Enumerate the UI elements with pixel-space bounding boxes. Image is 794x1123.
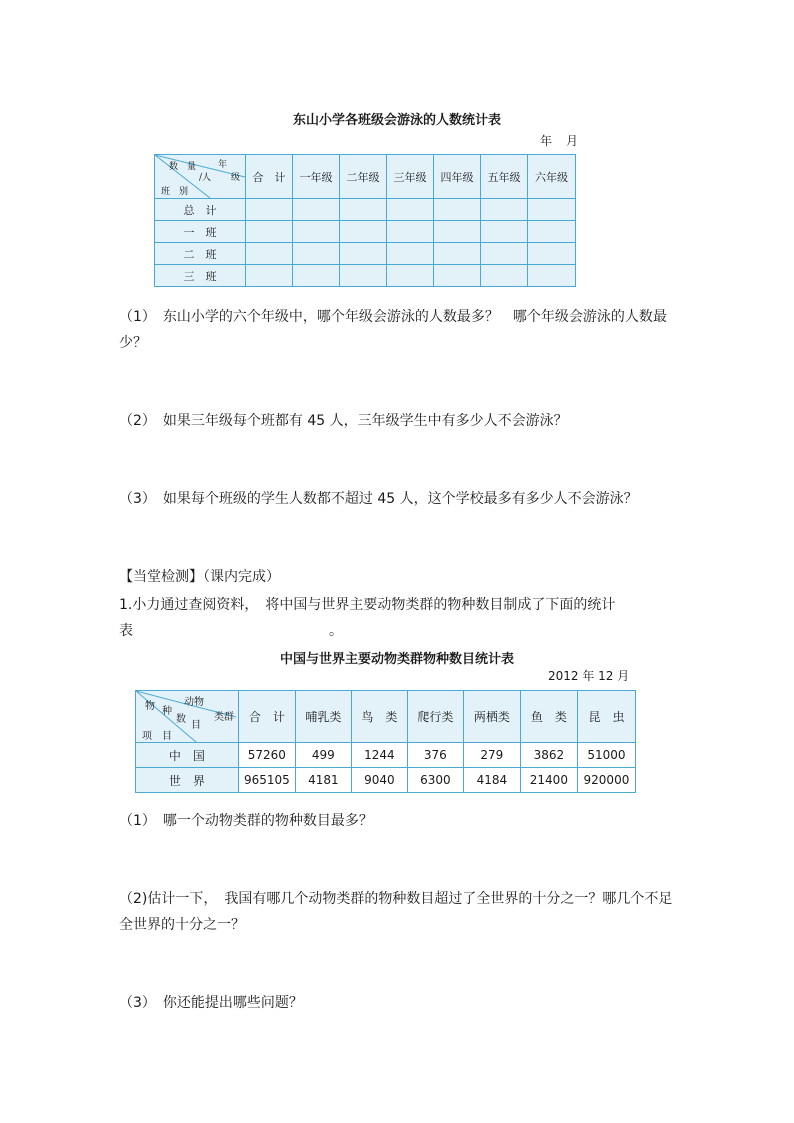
table-cell: 3862 [520, 743, 577, 768]
row-header: 中 国 [136, 743, 239, 768]
corner-label: 物 [145, 701, 155, 712]
section-heading: 【当堂检测】（课内完成） [119, 569, 280, 585]
column-header: 鱼 类 [520, 691, 577, 743]
question-4: （1） 哪一个动物类群的物种数目最多？ [119, 813, 373, 829]
table2-title: 中国与世界主要动物类群物种数目统计表 [279, 652, 514, 667]
table-row [155, 243, 576, 265]
corner-label: 种 [162, 706, 172, 717]
column-header: 哺乳类 [295, 691, 351, 743]
column-header: 合 计 [246, 155, 293, 199]
table1-date: 年 月 [540, 134, 580, 148]
table-row [155, 265, 576, 287]
table-cell: 6300 [407, 768, 463, 793]
table-cell: 1244 [351, 743, 407, 768]
table1-title: 东山小学各班级会游泳的人数统计表 [292, 113, 501, 128]
corner-label: /人 [199, 173, 212, 183]
question-5: （2)估计一下， 我国有哪几个动物类群的物种数目超过了全世界的十分之一？哪几个不足全世界的十分之一？ [119, 891, 673, 933]
question-2: （2） 如果三年级每个班都有 45 人，三年级学生中有多少人不会游泳？ [119, 413, 568, 429]
swimming-stats-table [154, 154, 576, 287]
column-header: 鸟 类 [351, 691, 407, 743]
table-cell: 21400 [520, 768, 577, 793]
table-row [136, 768, 636, 793]
corner-label: 项 目 [142, 731, 172, 742]
table2-corner-cell [136, 691, 239, 743]
row-header: 世 界 [136, 768, 239, 793]
row-header: 三 班 [155, 265, 246, 287]
table-cell: 9040 [351, 768, 407, 793]
question-1: （1） 东山小学的六个年级中，哪个年级会游泳的人数最多？ 哪个年级会游泳的人数最少？ [119, 309, 667, 351]
column-header: 四年级 [434, 155, 481, 199]
column-header: 二年级 [340, 155, 387, 199]
species-stats-table [135, 690, 636, 793]
column-header: 六年级 [528, 155, 576, 199]
question-6: （3） 你还能提出哪些问题？ [119, 995, 303, 1011]
corner-label: 级 [231, 173, 241, 183]
column-header: 合 计 [238, 691, 295, 743]
column-header: 三年级 [387, 155, 434, 199]
table-cell: 57260 [238, 743, 295, 768]
row-header: 一 班 [155, 221, 246, 243]
table-row [155, 221, 576, 243]
corner-label: 班 别 [161, 187, 189, 197]
table-cell: 499 [295, 743, 351, 768]
column-header: 昆 虫 [577, 691, 635, 743]
column-header: 两栖类 [463, 691, 520, 743]
column-header: 一年级 [293, 155, 340, 199]
table-cell: 4184 [463, 768, 520, 793]
column-header: 爬行类 [407, 691, 463, 743]
table2-date: 2012 年 12 月 [548, 669, 630, 683]
table-cell: 376 [407, 743, 463, 768]
column-header: 五年级 [481, 155, 528, 199]
corner-label: 目 [191, 720, 201, 731]
table-cell: 4181 [295, 768, 351, 793]
intro-paragraph: 1.小力通过查阅资料， 将中国与世界主要动物类群的物种数目制成了下面的统计 表 。 [119, 597, 770, 639]
table-row [136, 743, 636, 768]
corner-label: 类群 [214, 712, 234, 723]
table-cell: 920000 [577, 768, 635, 793]
corner-label: 动物 [184, 697, 204, 708]
table-cell: 279 [463, 743, 520, 768]
table-row [155, 199, 576, 221]
corner-label: 数 量 [169, 162, 197, 172]
corner-label: 数 [176, 714, 186, 725]
table1-corner-cell [155, 155, 246, 199]
corner-label: 年 [218, 160, 228, 170]
table-cell: 51000 [577, 743, 635, 768]
table-cell: 965105 [238, 768, 295, 793]
question-3: （3） 如果每个班级的学生人数都不超过 45 人，这个学校最多有多少人不会游泳？ [119, 491, 638, 507]
row-header: 总 计 [155, 199, 246, 221]
row-header: 二 班 [155, 243, 246, 265]
